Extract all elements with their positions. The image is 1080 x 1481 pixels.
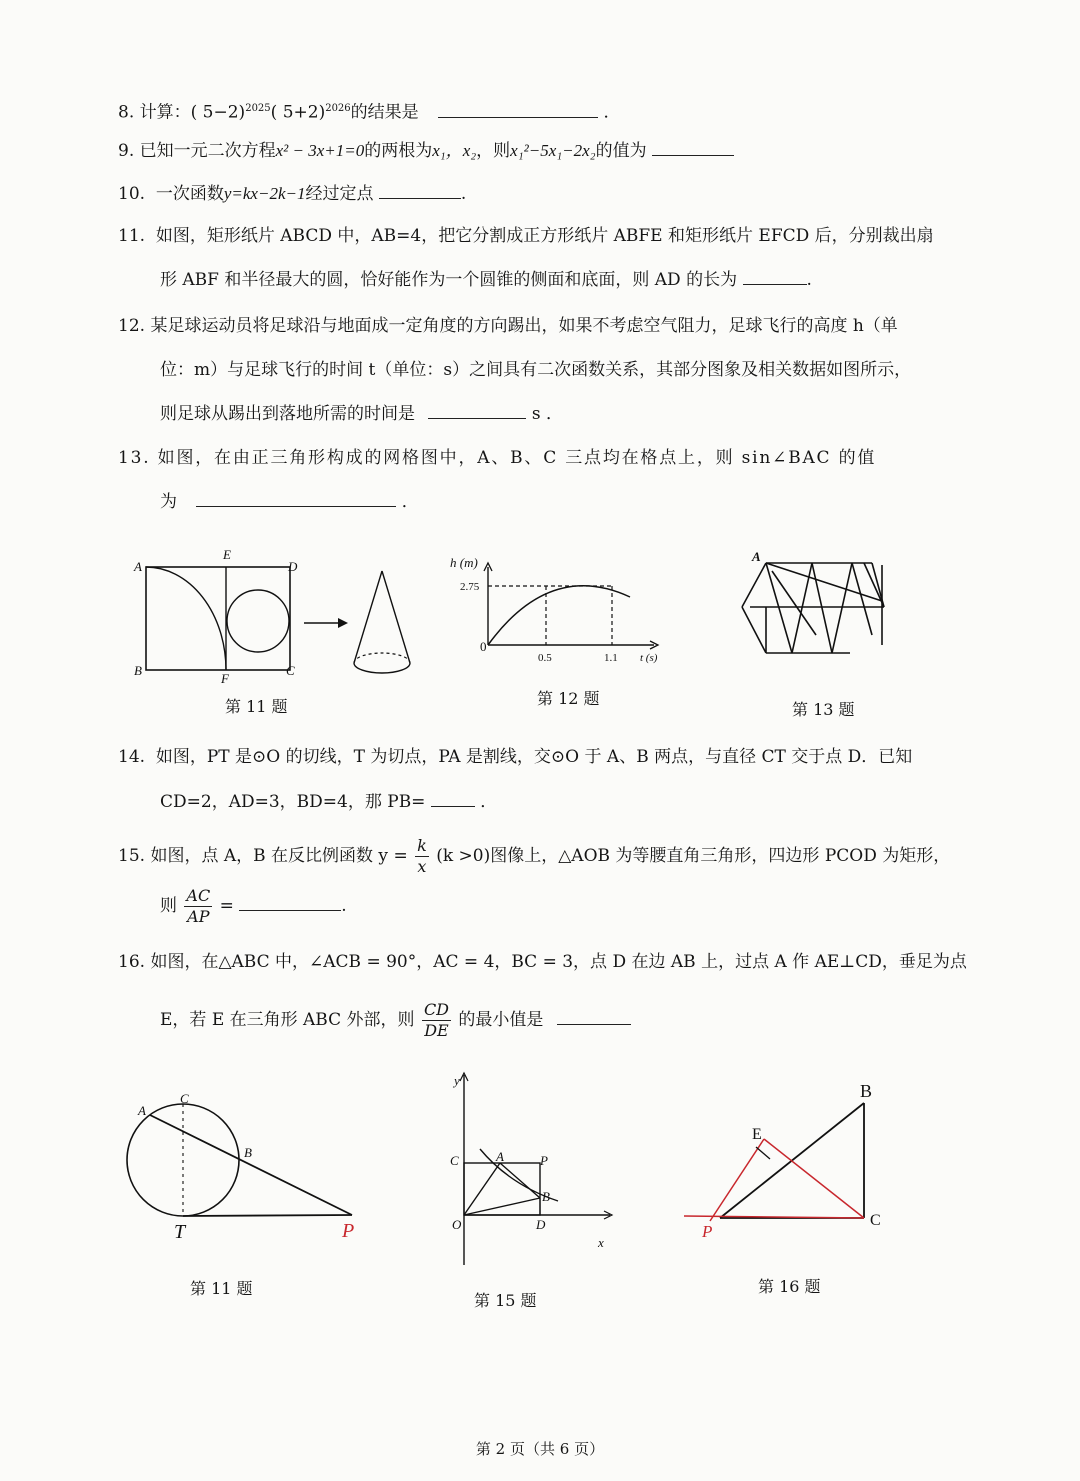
caption-figure-16: 第 16 题 [758,1277,821,1296]
question-12-line1 [118,314,898,338]
cone-base-back [354,653,410,663]
question-11-line2: 形 ABF 和半径最大的圆，恰好能作为一个圆锥的侧面和底面，则 AD 的长为 . [160,270,812,290]
question-16-line2 [160,1000,631,1041]
cone-right-edge [382,571,410,663]
q15-number: 15. [118,846,146,866]
fraction-denominator: DE [424,1021,449,1040]
question-15-line2: 则 $\frac{AC}{AP}$ = . [160,886,347,926]
label-d: D [288,559,298,574]
q10-number: 10. [118,184,146,204]
caption-figure-11a: 第 11 题 [225,697,288,716]
y-tick-2-75: 2.75 [460,581,480,593]
q11-answer-blank[interactable] [743,268,807,285]
q9-roots: x₁，x₂ [432,141,477,160]
q14-text-line2: CD=2，AD=3，BD=4，那 PB= [160,792,426,812]
right-angle-mark [756,1147,770,1159]
q8-number: 8. [118,102,135,123]
red-segment-ec [764,1139,864,1218]
question-8: 8. 计算：( 5−2)$^{2025}$( 5+2)$^{2026}$的结果是 ． [118,102,621,123]
caption-figure-13: 第 13 题 [792,700,855,719]
label-a: A [138,1103,146,1118]
q10-equation: y=kx−2k−1 [223,184,306,203]
label-a: A [496,1149,504,1164]
figure-12-graph [440,555,670,665]
red-segment-pe [710,1139,764,1221]
label-c: C [870,1212,881,1229]
label-p: P [540,1153,548,1168]
x-tick-1-1: 1.1 [604,652,618,664]
q12-unit: s [531,404,541,424]
label-e: E [752,1126,762,1143]
q10-answer-blank[interactable] [379,182,461,199]
q10-suffix: 经过定点 [305,184,374,204]
figure-11-rectangle-cone [128,545,428,695]
question-16-line1 [118,950,967,974]
segment-ab [500,1163,540,1198]
label-a: A [752,549,761,564]
fraction-cd-over-de [422,1000,451,1041]
label-b: B [542,1189,550,1204]
fraction-numerator: k [417,836,427,855]
label-b: B [134,663,142,678]
label-x: x [598,1235,604,1250]
page-number-footer: 第 2 页（共 6 页） [475,1440,605,1458]
q8-base2: ( 5+2) [270,102,326,123]
figure-13-triangle-grid [732,545,902,675]
figure-14-circle-tangent [120,1085,370,1255]
q14-number: 14. [118,747,146,767]
label-d: D [536,1217,546,1232]
q11-text-line1: 如图，矩形纸片 ABCD 中，AB=4，把它分割成正方形纸片 ABFE 和矩形纸片 EFCD 后，分别裁出扇 [155,226,934,246]
q16-prefix: E，若 E 在三角形 ABC 外部，则 [160,1010,415,1030]
arrow-head-icon [338,618,348,628]
q15-prefix: 如图，点 A，B 在反比例函数 y = [150,846,408,866]
fraction-k-over-x [415,836,429,877]
q11-number: 11. [118,226,146,246]
question-14-line2: CD=2，AD=3，BD=4，那 PB= ． [160,792,498,812]
question-10: 10. 一次函数y=kx−2k−1经过定点 . [118,184,467,204]
q16-suffix: 的最小值是 [458,1010,544,1030]
t-axis-label: t (s) [640,652,658,664]
q13-text-line1: 如图，在由正三角形构成的网格图中，A、B、C 三点均在格点上，则 sin∠BAC 的值 [157,448,877,468]
q13-number: 13. [118,448,151,468]
label-a: A [134,559,142,574]
red-extension-line [684,1216,864,1218]
question-13-line2: 为 ． [160,492,419,512]
parabola-curve [488,586,630,645]
question-14-line1 [118,745,912,769]
q15-then: 则 [160,896,177,916]
q12-number: 12. [118,316,146,336]
label-y: y [454,1073,460,1088]
caption-figure-12: 第 12 题 [537,689,600,708]
q12-text-line2: 位：m）与足球飞行的时间 t（单位：s）之间具有二次函数关系，其部分图象及相关数据如图所示， [160,360,912,380]
question-15-line1 [118,836,950,877]
origin-label: 0 [480,639,487,654]
q12-text-line3: 则足球从踢出到落地所需的时间是 [160,404,415,424]
caption-figure-15: 第 15 题 [474,1291,537,1310]
figure-16-triangle [680,1075,900,1241]
q12-answer-blank[interactable] [428,402,526,419]
q10-prefix: 一次函数 [155,184,224,204]
q8-exp2: 2026 [325,103,351,114]
label-o: O [452,1217,462,1232]
label-p-handwritten: P [702,1222,713,1241]
question-11-line1 [118,224,934,248]
grid-lines [742,563,884,653]
fraction-ac-over-ap [184,886,212,927]
q12-text-line1: 某足球运动员将足球沿与地面成一定角度的方向踢出，如果不考虑空气阻力，足球飞行的高度 h（单 [150,316,898,336]
inscribed-circle [227,590,289,652]
q14-answer-blank[interactable] [431,790,475,807]
label-b: B [860,1081,873,1101]
h-axis-label: h (m) [450,555,478,570]
label-c: C [180,1091,189,1106]
question-12-line2 [160,358,911,382]
q11-text-line2: 形 ABF 和半径最大的圆，恰好能作为一个圆锥的侧面和底面，则 AD 的长为 [160,270,738,290]
segment-oa [464,1163,500,1215]
q8-prefix: 计算：( [139,102,198,123]
fraction-denominator: AP [187,907,210,926]
x-tick-0-5: 0.5 [538,652,552,664]
q9-mid2: ，则 [476,141,511,161]
q15-suffix: (k >0)图像上，△AOB 为等腰直角三角形，四边形 PCOD 为矩形， [436,846,951,866]
question-9 [118,139,734,163]
q9-prefix: 已知一元二次方程 [139,141,276,161]
label-p-handwritten: P [342,1220,355,1242]
label-c: C [450,1153,459,1168]
q9-suffix: 的值为 [595,141,647,161]
q16-number: 16. [118,952,146,972]
q15-answer-blank[interactable] [239,894,341,911]
q8-base1: 5−2) [197,102,246,123]
q9-mid: 的两根为 [364,141,433,161]
fraction-numerator: AC [186,886,211,905]
q16-answer-blank[interactable] [557,1008,631,1025]
cone-base-front [354,663,410,673]
q9-equation: x² − 3x+1=0 [275,141,365,160]
q14-text-line1: 如图，PT 是⊙O 的切线，T 为切点，PA 是割线，交⊙O 于 A、B 两点，与直径 CT 交于点 D．已知 [155,747,913,767]
sector-arc-abf [146,567,226,670]
q8-answer-blank[interactable] [438,101,598,118]
secant-pa [150,1115,352,1215]
rectangle-abcd [146,567,290,670]
q8-suffix: 的结果是 [350,102,419,123]
q13-answer-blank[interactable] [196,490,396,507]
q16-text-line1: 如图，在△ABC 中，∠ACB = 90°，AC = 4，BC = 3，点 D 在边 AB 上，过点 A 作 AE⊥CD，垂足为点 [150,952,967,972]
label-t: T [174,1221,186,1243]
caption-figure-14: 第 11 题 [190,1279,253,1298]
fraction-denominator: x [417,857,427,876]
q9-number: 9. [118,141,135,161]
segment-ob [464,1198,540,1215]
label-f: F [221,671,229,686]
question-12-line3: 则足球从踢出到落地所需的时间是 s ． [160,404,563,424]
q9-answer-blank[interactable] [652,139,734,156]
cone-left-edge [354,571,382,663]
question-13-line1 [118,446,876,470]
label-c: C [286,663,295,678]
figure-15-coordinate [440,1065,620,1265]
tangent-pt [183,1215,352,1216]
label-b: B [244,1145,252,1160]
q8-exp1: 2025 [245,103,271,114]
fraction-numerator: CD [423,1000,450,1019]
q13-text-line2: 为 [160,492,177,512]
label-e: E [223,547,231,562]
q9-expression: x₁²−5x₁−2x₂ [510,141,596,160]
